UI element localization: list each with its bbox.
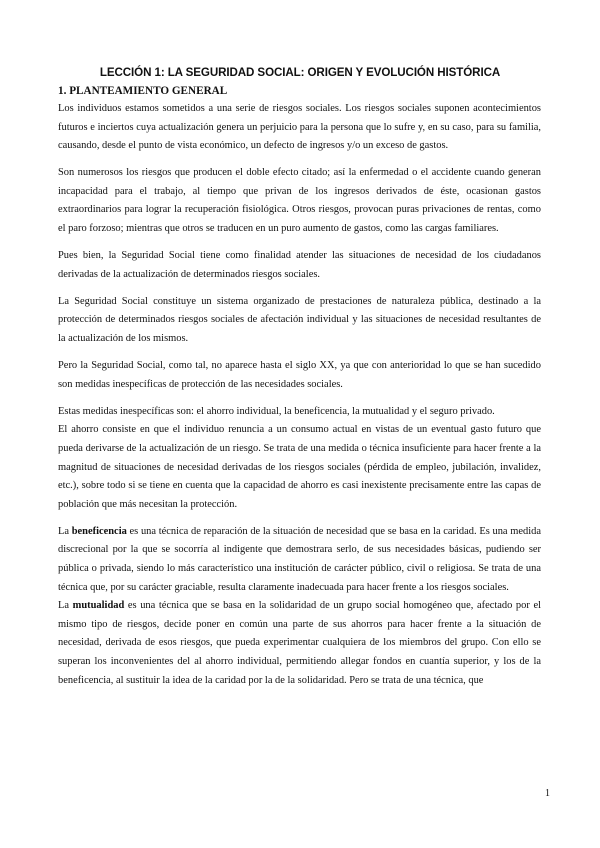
- paragraph-7: El ahorro consiste en que el individuo renuncia a un consumo actual en vistas de un eventual gasto futuro que pueda derivarse de la actualización de un riesgo. Se trata de una medida o técnica insuficiente para hacer frente a la magnitud de situaciones de necesidad derivadas de los riesgos sociales (pérdida de empleo, jubilación, invalidez, etc.), sobre todo si se tiene en cuenta que la capacidad de ahorro es casi inexistente precisamente entre las capas de población que más necesitan la protección.: [58, 424, 541, 510]
- paragraph-1: Los individuos estamos sometidos a una serie de riesgos sociales. Los riesgos sociales suponen acontecimientos futuros e inciertos cuya actualización genera un perjuicio para la persona que lo sufre y, en su caso, para su familia, causando, desde el punto de vista económico, un defecto de ingresos y/o un exceso de gastos.: [58, 103, 541, 152]
- term-mutualidad: mutualidad: [72, 600, 125, 612]
- paragraph-beneficencia-rest: es una técnica de reparación de la situación de necesidad que se basa en la caridad. Es una medida discrecional por la que se socorría al indigente que demostrara serlo, de sus necesidades básicas, pudiendo ser pública o privada, siendo lo más característico una institución de carácter público, civil o religiosa. Se trata de una técnica que, por su carácter graciable, resulta claramente inadecuada para hacer frente a los riesgos sociales.: [58, 525, 541, 593]
- term-beneficencia: beneficencia: [71, 525, 127, 537]
- section-heading: 1. PLANTEAMIENTO GENERAL: [58, 85, 228, 97]
- paragraph-6: Estas medidas inespecíficas son: el ahorro individual, la beneficencia, la mutualidad y el seguro privado.: [58, 405, 495, 417]
- paragraph-beneficencia: [58, 523, 541, 597]
- paragraph-2: Son numerosos los riesgos que producen el doble efecto citado; así la enfermedad o el accidente cuando generan incapacidad para el trabajo, al tiempo que privan de los ingresos derivados de éste, ocasionan gastos extraordinarios para lograr la recuperación fisiológica. Otros riesgos, provocan puras privaciones de rentas, como el paro forzoso; mientras que otros se traducen en un puro aumento de gastos, como las cargas familiares.: [58, 167, 541, 235]
- lesson-title: LECCIÓN 1: LA SEGURIDAD SOCIAL: ORIGEN Y EVOLUCIÓN HISTÓRICA: [99, 66, 501, 79]
- paragraph-mutualidad: [58, 597, 541, 690]
- paragraph-4: La Seguridad Social constituye un sistema organizado de prestaciones de naturaleza pública, destinado a la protección de determinados riesgos sociales de afectación individual y las situaciones de necesidad resultantes de la actualización de los mismos.: [58, 295, 541, 345]
- paragraph-beneficencia-lead: La: [58, 525, 72, 537]
- body-text: [58, 100, 541, 690]
- paragraph-3: Pues bien, la Seguridad Social tiene como finalidad atender las situaciones de necesidad de los ciudadanos derivadas de la actualización de determinados riesgos sociales.: [58, 250, 541, 280]
- paragraph-mutualidad-rest: es una técnica que se basa en la solidaridad de un grupo social homogéneo que, afectado por el mismo tipo de riesgos, decide poner en común una parte de sus ahorros para hacer frente a la situación de necesidad, derivada de esos riesgos, que pueda experimentar cualquiera de los miembros del grupo. Con ello se superan los inconvenientes del al ahorro individual, permitiendo allegar fondos en cuantía superior, y los de la beneficencia, al sustituir la idea de la caridad por la de la solidaridad. Pero se trata de una técnica, que: [58, 600, 541, 686]
- paragraph-5: Pero la Seguridad Social, como tal, no aparece hasta el siglo XX, ya que con anterioridad lo que se han sucedido son medidas inespecíficas de protección de las necesidades sociales.: [58, 360, 541, 390]
- paragraph-mutualidad-lead: La: [58, 600, 73, 612]
- page-number: 1: [545, 788, 550, 799]
